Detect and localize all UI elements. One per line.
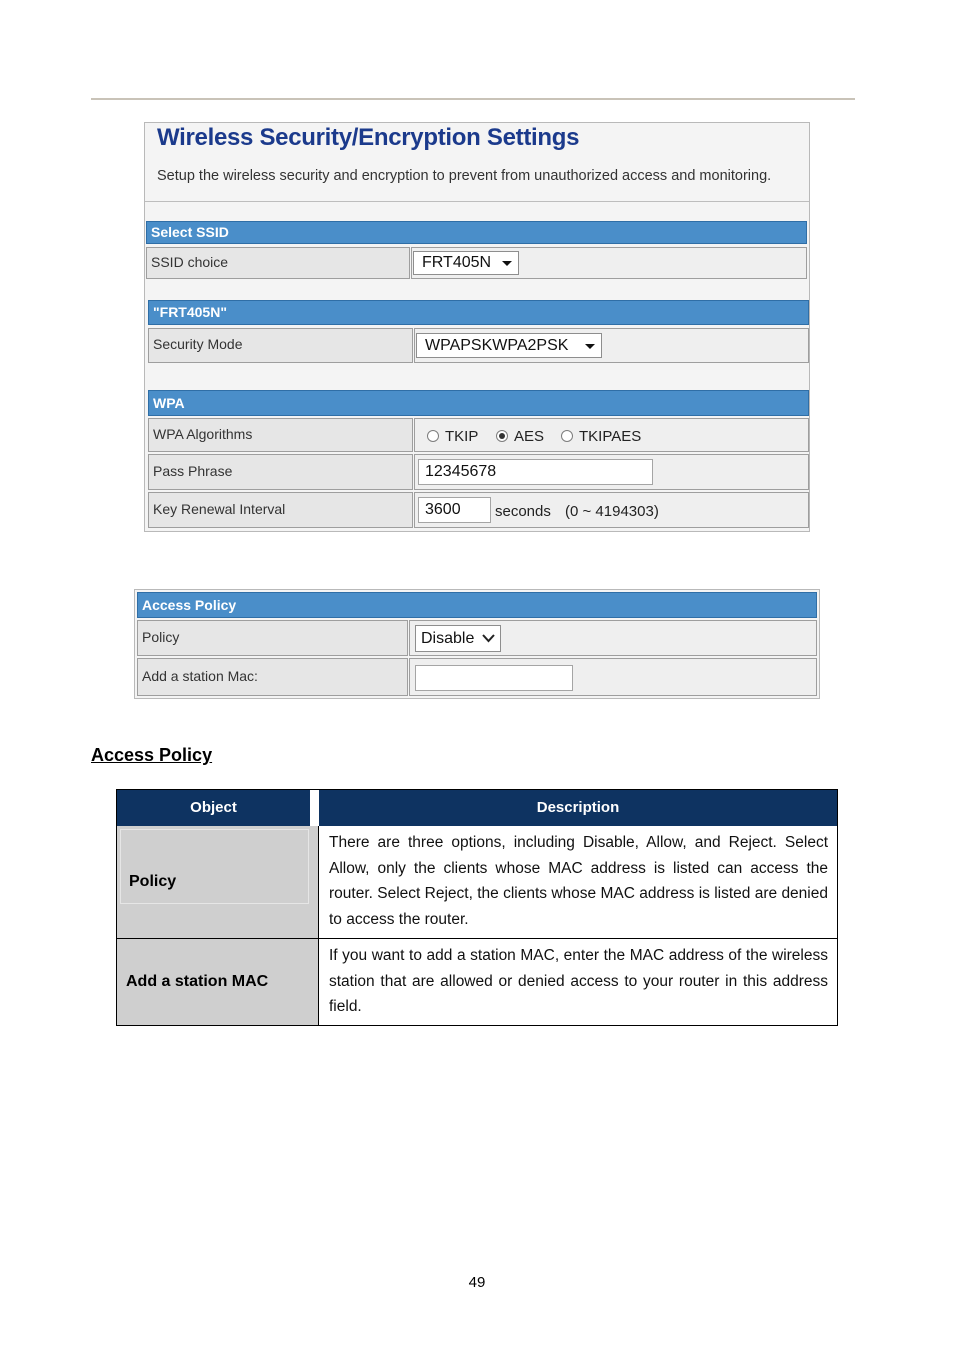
select-ssid-header: Select SSID: [146, 221, 807, 244]
section-heading: Access Policy: [91, 745, 213, 765]
object-policy: Policy: [129, 873, 177, 890]
ssid-choice-value: FRT405N: [422, 254, 492, 271]
radio-tkipaes-label: TKIPAES: [579, 428, 642, 445]
radio-aes-label: AES: [514, 428, 545, 445]
ssid-choice-cell: [411, 247, 807, 279]
wpa-algorithms-cell: [414, 418, 809, 452]
chevron-down-icon: [585, 344, 595, 349]
policy-value: Disable: [421, 630, 475, 647]
access-policy-table: [116, 789, 838, 1026]
station-mac-input[interactable]: [415, 665, 573, 691]
key-renewal-unit: seconds: [495, 503, 551, 520]
object-add-station-mac: Add a station MAC: [126, 973, 269, 990]
page-subtitle: Setup the wireless security and encryption to prevent from unauthorized access and monitoring.: [157, 168, 772, 184]
description-policy: There are three options, including Disable, Allow, and Reject. Select Allow, only the clients whose MAC address is listed can access the router. Select Reject, the clients whose MAC address is listed are denied to access the router.: [318, 826, 837, 938]
policy-select[interactable]: [415, 625, 501, 652]
object-inner-box: [120, 829, 309, 904]
station-mac-cell: [409, 658, 817, 696]
key-renewal-value: 3600: [425, 501, 461, 518]
table-row: [117, 939, 318, 1025]
ssid-choice-select[interactable]: [413, 251, 519, 275]
radio-tkipaes[interactable]: [561, 430, 573, 442]
security-mode-select[interactable]: [416, 333, 602, 358]
top-rule: [91, 98, 855, 100]
wpa-algorithms-label: WPA Algorithms: [148, 418, 413, 452]
chevron-down-icon: [482, 634, 495, 643]
radio-aes[interactable]: [496, 430, 508, 442]
policy-cell: [409, 620, 817, 656]
table-header-object: Object: [117, 790, 310, 826]
key-renewal-label: Key Renewal Interval: [148, 492, 413, 528]
description-add-station-mac: If you want to add a station MAC, enter the MAC address of the wireless station that are allowed or denied access to your router in this address field.: [318, 939, 837, 1025]
security-mode-value: WPAPSKWPA2PSK: [425, 337, 569, 354]
radio-tkip-label: TKIP: [445, 428, 479, 445]
key-renewal-range: (0 ~ 4194303): [565, 503, 659, 520]
access-policy-header: Access Policy: [137, 592, 817, 618]
page-title: Wireless Security/Encryption Settings: [157, 124, 580, 151]
security-mode-cell: [414, 328, 809, 363]
pass-phrase-input[interactable]: [418, 459, 653, 485]
pass-phrase-cell: [414, 454, 809, 490]
pass-phrase-label: Pass Phrase: [148, 454, 413, 490]
wpa-header: WPA: [148, 390, 809, 416]
policy-label: Policy: [137, 620, 408, 656]
table-header-description: Description: [319, 790, 837, 826]
page-number: 49: [468, 1274, 486, 1291]
station-mac-label: Add a station Mac:: [137, 658, 408, 696]
pass-phrase-value: 12345678: [425, 463, 497, 480]
ssid-section-header: "FRT405N": [148, 300, 809, 325]
row-divider: [117, 938, 837, 939]
access-policy-screenshot: [134, 589, 820, 699]
chevron-down-icon: [502, 261, 512, 266]
security-mode-label: Security Mode: [148, 328, 413, 363]
title-divider: [145, 201, 809, 202]
wireless-security-screenshot: [144, 122, 810, 532]
column-divider: [318, 826, 319, 1025]
table-row: [117, 826, 318, 938]
key-renewal-input[interactable]: [418, 497, 491, 523]
key-renewal-cell: [414, 492, 809, 528]
radio-tkip[interactable]: [427, 430, 439, 442]
ssid-choice-label: SSID choice: [146, 247, 410, 279]
